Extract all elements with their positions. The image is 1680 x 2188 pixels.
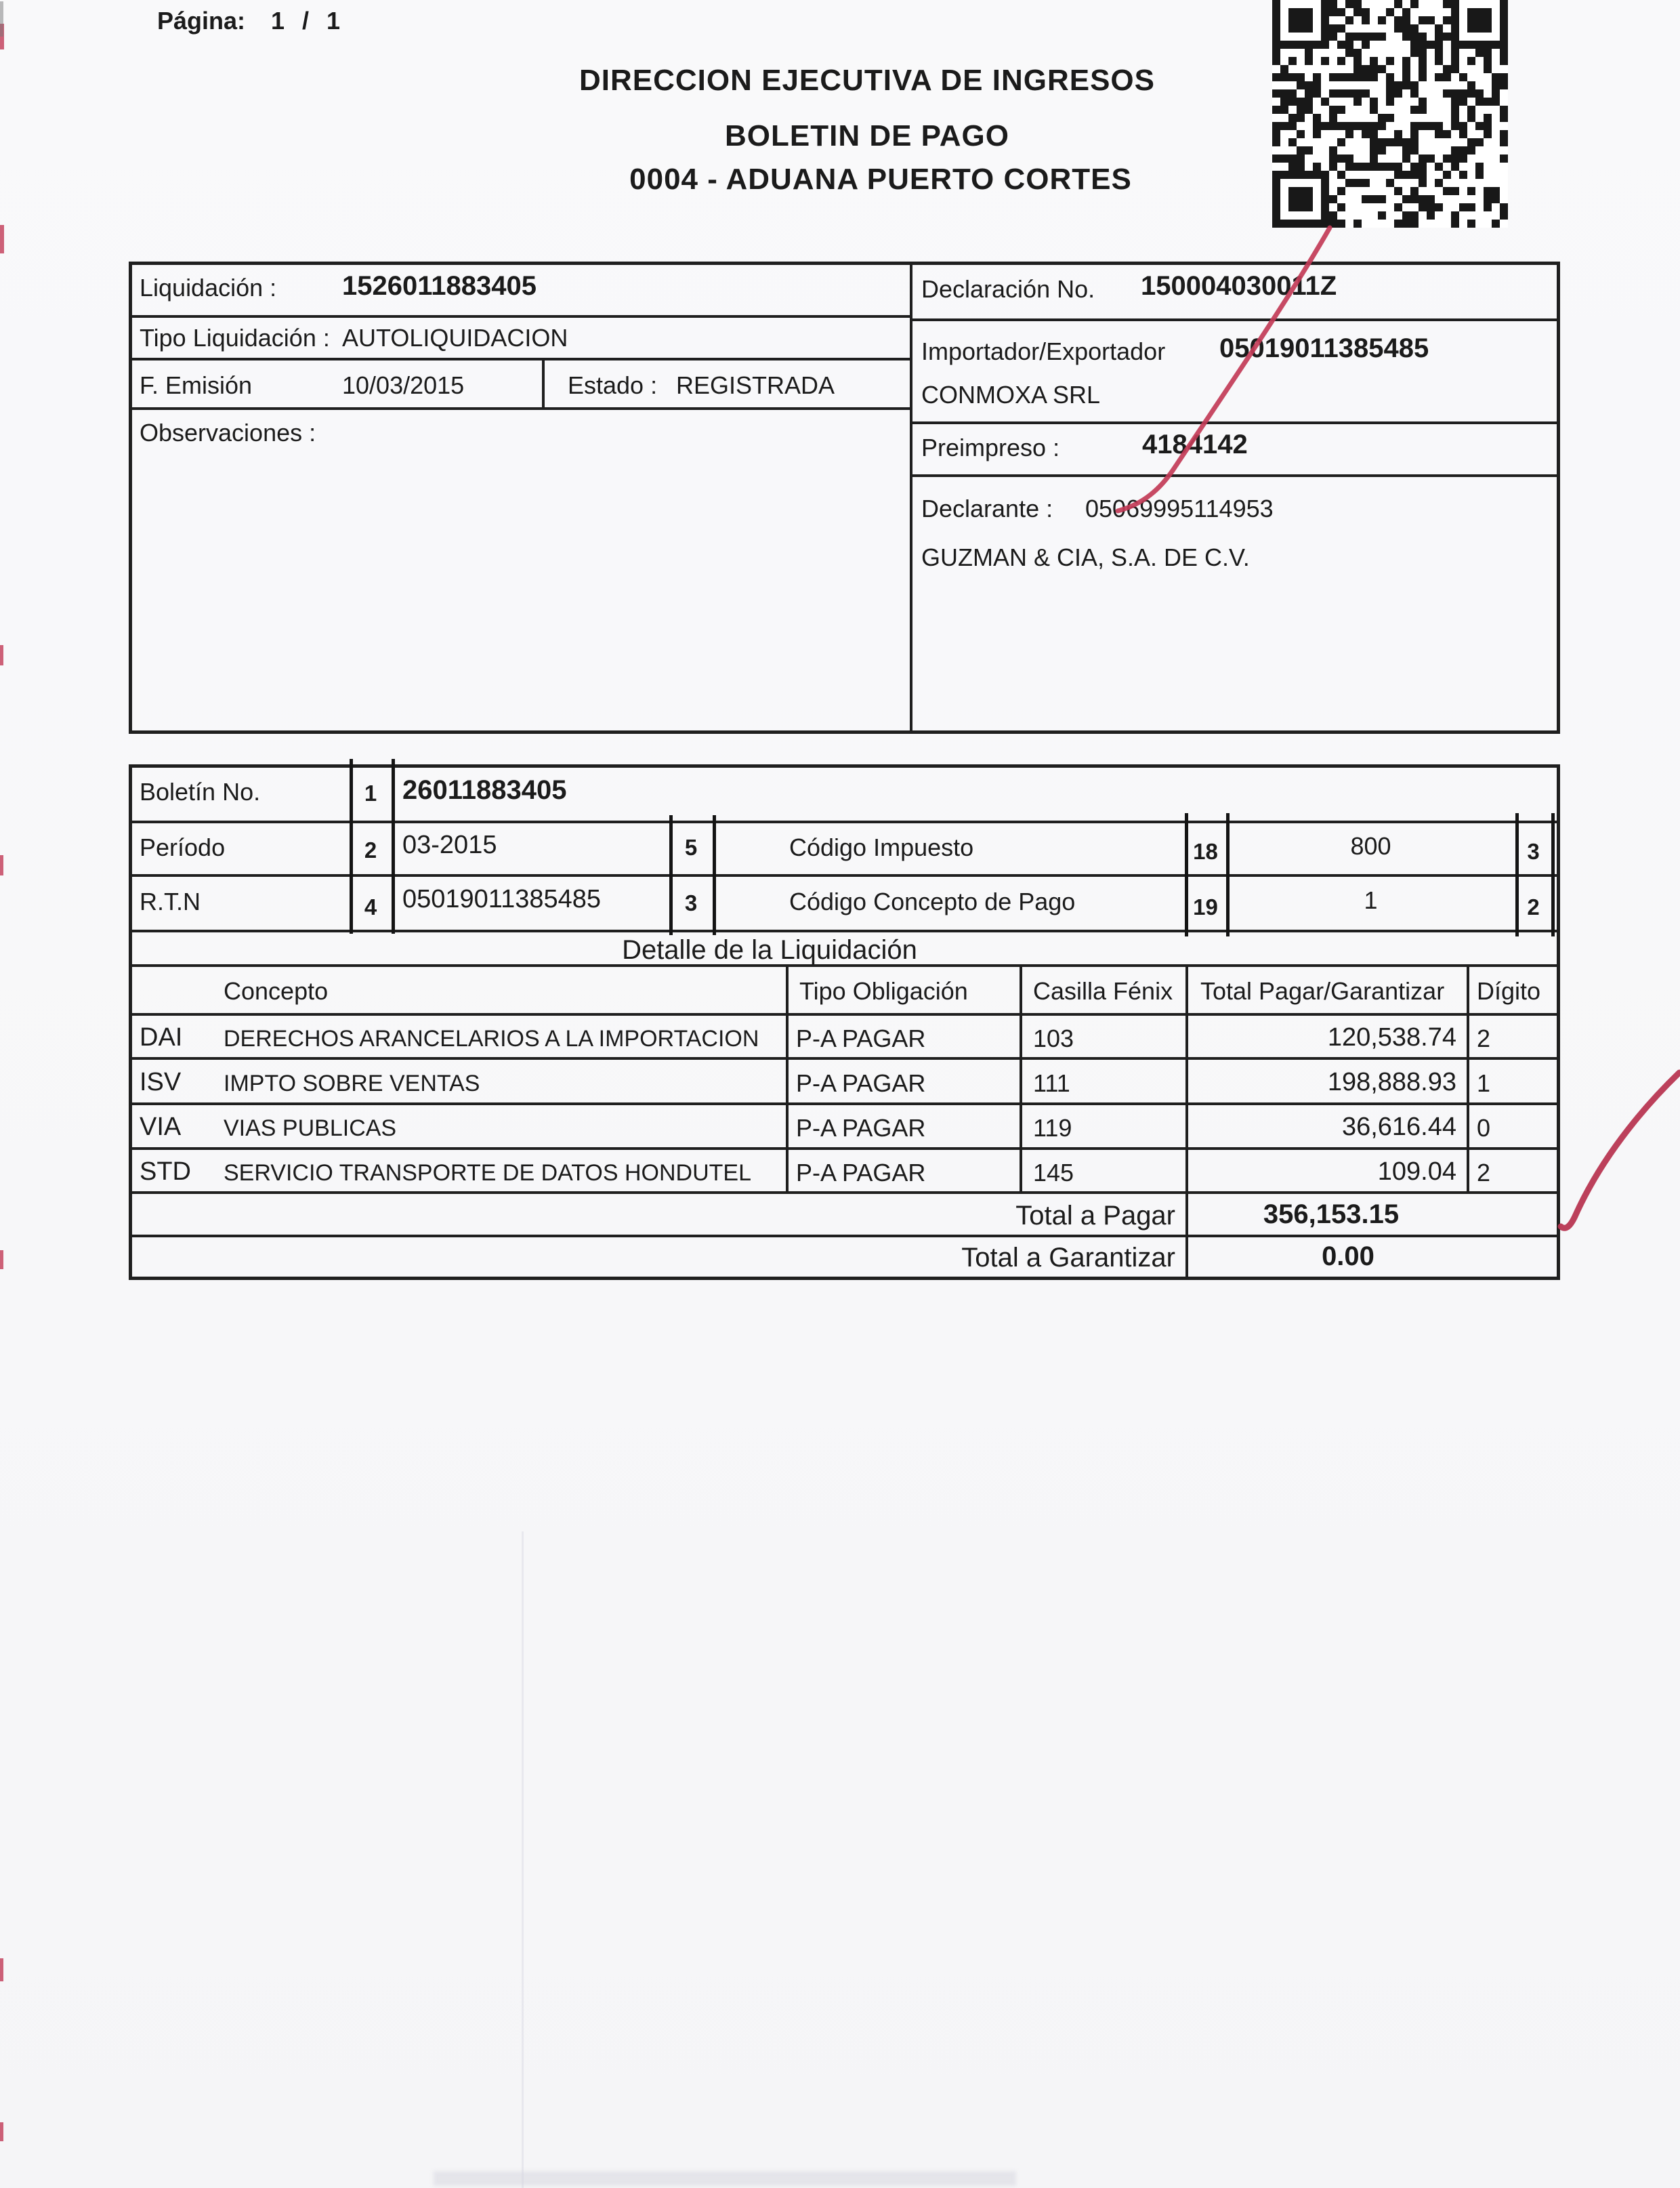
total-garantizar-label: Total a Garantizar — [961, 1243, 1175, 1273]
codigo-concepto-box-number: 19 — [1193, 894, 1218, 920]
estado-value: REGISTRADA — [676, 371, 835, 399]
boletin-box-number: 1 — [364, 781, 377, 806]
total-value: 36,616.44 — [1341, 1113, 1456, 1141]
paper-crease — [522, 1531, 524, 2188]
scan-edge-dark-mark — [0, 1, 3, 37]
periodo-value: 03-2015 — [402, 831, 497, 859]
rtn-box2-number: 3 — [684, 890, 698, 915]
concept-description: DERECHOS ARANCELARIOS A LA IMPORTACION — [224, 1026, 759, 1052]
page-number: 1 / 1 — [271, 7, 346, 35]
scan-bottom-shadow — [434, 2171, 1016, 2186]
codigo-concepto-label: Código Concepto de Pago — [789, 888, 1076, 915]
declarante-label: Declarante : — [921, 495, 1053, 522]
org-title: DIRECCION EJECUTIVA DE INGRESOS — [579, 64, 1155, 97]
total-pagar-label: Total a Pagar — [1015, 1201, 1175, 1231]
total-value: 109.04 — [1377, 1157, 1456, 1186]
declarante-value: 05069995114953 — [1085, 495, 1274, 522]
tipo-liquidacion-label: Tipo Liquidación : — [140, 324, 330, 352]
total-garantizar-value: 0.00 — [1322, 1241, 1374, 1271]
concept-code: STD — [140, 1157, 191, 1186]
col-header-total: Total Pagar/Garantizar — [1200, 977, 1445, 1005]
obligation-type: P-A PAGAR — [796, 1159, 926, 1186]
obligation-type: P-A PAGAR — [796, 1114, 926, 1142]
qr-code — [1272, 0, 1508, 228]
rtn-label: R.T.N — [140, 888, 201, 915]
pen-stroke-checkmark — [1561, 1073, 1679, 1228]
codigo-impuesto-box-number: 18 — [1193, 839, 1218, 864]
col-header-digito: Dígito — [1477, 977, 1541, 1005]
declaracion-value: 150004030011Z — [1141, 271, 1337, 301]
doc-title: BOLETIN DE PAGO — [725, 119, 1009, 152]
digito-value: 2 — [1477, 1025, 1491, 1052]
estado-label: Estado : — [568, 371, 658, 399]
importador-name: CONMOXA SRL — [921, 381, 1101, 409]
rtn-value: 05019011385485 — [402, 885, 602, 913]
concept-code: DAI — [140, 1023, 183, 1052]
concept-description: IMPTO SOBRE VENTAS — [224, 1071, 480, 1096]
casilla-fenix-value: 103 — [1033, 1025, 1074, 1052]
detalle-title: Detalle de la Liquidación — [622, 935, 917, 965]
periodo-box-number: 2 — [364, 838, 377, 863]
total-value: 198,888.93 — [1327, 1068, 1456, 1096]
codigo-impuesto-value: 800 — [1350, 832, 1391, 860]
tipo-liquidacion-value: AUTOLIQUIDACION — [342, 324, 568, 352]
concept-code: ISV — [140, 1068, 182, 1096]
preimpreso-label: Preimpreso : — [921, 434, 1060, 461]
customs-office-title: 0004 - ADUANA PUERTO CORTES — [629, 163, 1132, 196]
importador-label: Importador/Exportador — [921, 337, 1166, 365]
casilla-fenix-value: 119 — [1033, 1114, 1072, 1142]
digito-value: 2 — [1477, 1159, 1491, 1186]
page-label: Página: — [157, 7, 246, 35]
col-header-tipo-obligacion: Tipo Obligación — [799, 977, 968, 1005]
boletin-label: Boletín No. — [140, 778, 261, 806]
col-header-concepto: Concepto — [224, 977, 329, 1005]
scan-edge-red-marks — [0, 24, 4, 2141]
fecha-emision-label: F. Emisión — [140, 371, 253, 399]
codigo-impuesto-digit: 3 — [1527, 839, 1540, 864]
concept-code: VIA — [140, 1113, 182, 1141]
observaciones-label: Observaciones : — [140, 419, 316, 447]
total-value: 120,538.74 — [1327, 1023, 1456, 1052]
codigo-impuesto-label: Código Impuesto — [789, 833, 974, 861]
obligation-type: P-A PAGAR — [796, 1069, 926, 1097]
concept-description: VIAS PUBLICAS — [224, 1115, 397, 1141]
digito-value: 0 — [1477, 1114, 1491, 1142]
liquidacion-label: Liquidación : — [140, 274, 277, 302]
periodo-box2-number: 5 — [684, 835, 698, 860]
fecha-emision-value: 10/03/2015 — [342, 371, 465, 399]
periodo-label: Período — [140, 833, 226, 861]
casilla-fenix-value: 145 — [1033, 1159, 1074, 1186]
total-pagar-value: 356,153.15 — [1263, 1199, 1400, 1229]
concept-description: SERVICIO TRANSPORTE DE DATOS HONDUTEL — [224, 1160, 752, 1186]
digito-value: 1 — [1477, 1069, 1491, 1097]
declarante-name: GUZMAN & CIA, S.A. DE C.V. — [921, 543, 1250, 571]
boletin-value: 26011883405 — [402, 775, 567, 805]
obligation-type: P-A PAGAR — [796, 1025, 926, 1052]
casilla-fenix-value: 111 — [1033, 1069, 1070, 1097]
codigo-concepto-digit: 2 — [1527, 894, 1540, 920]
liquidacion-value: 1526011883405 — [342, 271, 537, 301]
pen-stroke-diagonal — [1118, 228, 1330, 511]
codigo-concepto-value: 1 — [1364, 886, 1378, 914]
declaracion-label: Declaración No. — [921, 275, 1095, 303]
importador-value: 05019011385485 — [1219, 333, 1429, 363]
preimpreso-value: 4184142 — [1142, 430, 1248, 459]
rtn-box-number: 4 — [364, 894, 377, 920]
col-header-casilla-fenix: Casilla Fénix — [1033, 977, 1173, 1005]
